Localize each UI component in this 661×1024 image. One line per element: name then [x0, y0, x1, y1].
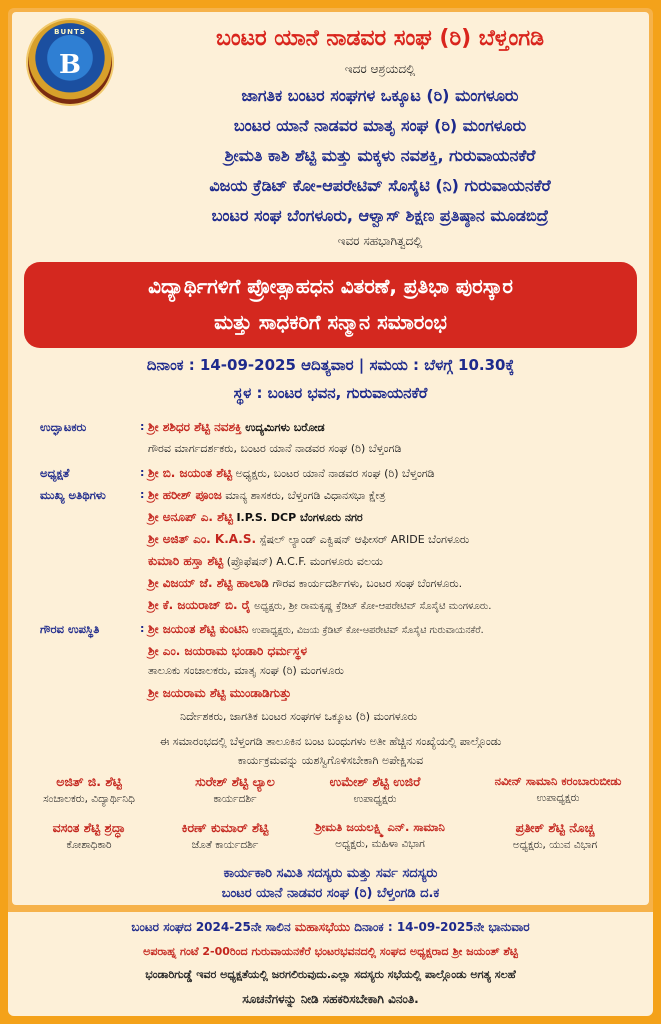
- chief-guest-desc: I.P.S. DCP ಬೆಂಗಳೂರು ನಗರ: [236, 511, 363, 524]
- agm-president: ಶ್ರೀ ಜಯಂತ್ ಶೆಟ್ಟಿ: [452, 945, 518, 958]
- agm-line-2: [8, 944, 653, 959]
- event-banner: [24, 262, 637, 348]
- chief-guest-name: ಶ್ರೀ ಹರೀಶ್ ಪೂಂಜ: [148, 488, 222, 502]
- member-name: ಅಜಿತ್ ಜಿ. ಶೆಟ್ಟಿ: [56, 774, 122, 789]
- member-name: ನವೀನ್ ಸಾಮಾನಿ ಕರಂಬಾರುಬೀಡು: [494, 774, 622, 788]
- agm-line-4: ಸೂಚನೆಗಳನ್ನು ನೀಡಿ ಸಹಕರಿಸಬೇಕಾಗಿ ವಿನಂತಿ.: [242, 992, 419, 1006]
- agm-line-3: ಭಂಡಾರಿಗುಡ್ಡೆ ಇವರ ಅಧ್ಯಕ್ಷತೆಯಲ್ಲಿ ಜರಗಲಿರುವುದು.ಎಲ್ಲಾ ಸದಸ್ಯರು ಸಭೆಯಲ್ಲಿ ಪಾಲ್ಗೊಂಡು ಅಗತ್ಯ ಸಲಹೆ: [145, 968, 516, 981]
- chief-guest-name: ಶ್ರೀ ಅನೂಪ್ ಎ. ಶೆಟ್ಟಿ: [148, 510, 233, 524]
- colon: :: [140, 420, 145, 433]
- chief-guest-row: [40, 554, 650, 574]
- chief-guest-desc: (ಪ್ರೊಫೆಷನ್) A.C.F. ಮಂಗಳೂರು ವಲಯ: [226, 555, 383, 568]
- honorary-desc: ಉಪಾಧ್ಯಕ್ಷರು, ವಿಜಯ ಕ್ರೆಡಿಟ್ ಕೋ-ಆಪರೇಟಿವ್ ಸೊಸೈಟಿ ಗುರುವಾಯನಕೆರೆ.: [251, 625, 484, 636]
- honorary-name: ಶ್ರೀ ಎಂ. ಜಯರಾಮ ಭಂಡಾರಿ ಧರ್ಮಸ್ಥಳ: [148, 644, 307, 658]
- agm-highlight: ಮಹಾಸಭೆಯು: [294, 920, 351, 934]
- org-line: ಬಂಟರ ಯಾನೆ ನಾಡವರ ಮಾತೃ ಸಂಘ (ರಿ) ಮಂಗಳೂರು: [233, 116, 527, 135]
- member-card: [160, 774, 310, 806]
- colon: :: [140, 466, 145, 479]
- main-title: ಬಂಟರ ಯಾನೆ ನಾಡವರ ಸಂಘ (ರಿ) ಬೆಳ್ತಂಗಡಿ: [215, 26, 545, 51]
- president-desc: ಅಧ್ಯಕ್ಷರು, ಬಂಟರ ಯಾನೆ ನಾಡವರ ಸಂಘ (ರಿ) ಬೆಳ್ತಂಗಡಿ: [235, 467, 435, 480]
- member-role: ಸಂಚಾಲಕರು, ವಿದ್ಯಾರ್ಥಿನಿಧಿ: [43, 793, 135, 805]
- org-line: ಶ್ರೀಮತಿ ಕಾಶಿ ಶೆಟ್ಟಿ ಮತ್ತು ಮಕ್ಕಳು ನವಶಕ್ತಿ, ಗುರುವಾಯನಕೆರೆ: [224, 146, 536, 165]
- member-role: ಕೋಶಾಧಿಕಾರಿ: [66, 839, 112, 851]
- member-card: [150, 820, 300, 852]
- inaugurator-name: ಶ್ರೀ ಶಶಿಧರ ಶೆಟ್ಟಿ ನವಶಕ್ತಿ: [148, 420, 242, 434]
- colon: :: [140, 488, 145, 501]
- org-line: ವಿಜಯ ಕ್ರೆಡಿಟ್ ಕೋ-ಆಪರೇಟಿವ್ ಸೊಸೈಟಿ (ನಿ) ಗುರುವಾಯನಕೆರೆ: [209, 176, 551, 195]
- member-name: ಪ್ರತೀಕ್ ಶೆಟ್ಟಿ ನೊಚ್ಚ: [515, 820, 595, 835]
- association-text: ಇವರ ಸಹಭಾಗಿತ್ವದಲ್ಲಿ: [337, 234, 423, 248]
- chief-guest-row: [40, 488, 650, 508]
- logo-letter: B: [59, 50, 81, 80]
- member-role: ಉಪಾಧ್ಯಕ್ಷರು: [353, 793, 397, 805]
- chief-guest-name: ಶ್ರೀ ವಿಜಯ್ ಜೆ. ಶೆಟ್ಟಿ ಹಾಲಾಡಿ: [148, 576, 269, 590]
- logo-text: BUNTS: [54, 28, 86, 36]
- invitation-note-2: ಕಾರ್ಯಕ್ರಮವನ್ನು ಯಶಸ್ವಿಗೊಳಿಸಬೇಕಾಗಿ ಅಪೇಕ್ಷಿಸುವ: [237, 754, 424, 767]
- chief-guest-row: [40, 510, 650, 530]
- honorary-name: ಶ್ರೀ ಜಯಂತ ಶೆಟ್ಟಿ ಕುಂಟಿನಿ: [148, 622, 249, 636]
- honorary-row: [40, 686, 650, 706]
- honorary-desc: ತಾಲೂಕು ಸಂಚಾಲಕರು, ಮಾತೃ ಸಂಘ (ರಿ) ಮಂಗಳೂರು: [148, 664, 344, 677]
- event-date: ದಿನಾಂಕ : 14-09-2025 ಆದಿತ್ಯವಾರ | ಸಮಯ : ಬೆಳಗ್ಗೆ 10.30ಕ್ಕೆ: [146, 356, 515, 374]
- honorary-name: ಶ್ರೀ ಜಯರಾಮ ಶೆಟ್ಟಿ ಮುಂಡಾಡಿಗುತ್ತು: [148, 686, 292, 700]
- footer-line-2: ಬಂಟರ ಯಾನೆ ನಾಡವರ ಸಂಘ (ರಿ) ಬೆಳ್ತಂಗಡಿ ದ.ಕ: [221, 886, 440, 901]
- honorary-row: [40, 644, 650, 664]
- member-role: ಅಧ್ಯಕ್ಷರು, ಯುವ ವಿಭಾಗ: [512, 839, 598, 851]
- inaugurator-row-2: [40, 442, 650, 462]
- event-venue: ಸ್ಥಳ : ಬಂಟರ ಭವನ, ಗುರುವಾಯನಕೆರೆ: [233, 384, 428, 402]
- chief-guest-name: ಶ್ರೀ ಅಜಿತ್ ಎಂ. K.A.S.: [148, 532, 257, 546]
- banner-line-2: ಮತ್ತು ಸಾಧಕರಿಗೆ ಸನ್ಮಾನ ಸಮಾರಂಭ: [214, 310, 447, 334]
- member-card: [14, 774, 164, 806]
- member-role: ಜೊತೆ ಕಾರ್ಯದರ್ಶಿ: [191, 839, 259, 851]
- chief-guest-name: ಶ್ರೀ ಕೆ. ಜಯರಾಜ್ ಬಿ. ರೈ: [148, 598, 251, 612]
- member-card: [300, 774, 450, 806]
- org-line: ಬಂಟರ ಸಂಘ ಬೆಂಗಳೂರು, ಆಳ್ವಾಸ್ ಶಿಕ್ಷಣ ಪ್ರತಿಷ್ಠಾನ ಮೂಡಬಿದ್ರೆ: [211, 206, 549, 225]
- agm-date: ದಿನಾಂಕ : 14-09-2025ನೇ ಭಾನುವಾರ: [354, 920, 530, 934]
- inaugurator-label: ಉದ್ಘಾಟಕರು: [40, 420, 87, 434]
- banner-line-1: ವಿದ್ಯಾರ್ಥಿಗಳಿಗೆ ಪ್ರೋತ್ಸಾಹಧನ ವಿತರಣೆ, ಪ್ರತಿಭಾ ಪುರಸ್ಕಾರ: [148, 274, 513, 298]
- chief-guest-row: [40, 576, 650, 596]
- chief-guest-row: [40, 532, 650, 552]
- member-role: ಅಧ್ಯಕ್ಷರು, ಮಹಿಳಾ ವಿಭಾಗ: [335, 838, 425, 850]
- agm-line-1: [8, 920, 653, 935]
- member-card: [468, 774, 648, 805]
- member-name: ಕಿರಣ್ ಕುಮಾರ್ ಶೆಟ್ಟಿ: [181, 820, 269, 835]
- subtitle: ಇದರ ಆಶ್ರಯದಲ್ಲಿ: [344, 62, 416, 76]
- president-label: ಅಧ್ಯಕ್ಷತೆ: [40, 466, 70, 480]
- inaugurator-row: [40, 420, 650, 440]
- chief-guests-label: ಮುಖ್ಯ ಅತಿಥಿಗಳು: [40, 488, 106, 502]
- member-name: ಸುರೇಶ್ ಶೆಟ್ಟಿ ಲ್ಯಾಲ: [195, 774, 275, 789]
- footer-line-1: ಕಾರ್ಯಕಾರಿ ಸಮಿತಿ ಸದಸ್ಯರು ಮತ್ತು ಸರ್ವ ಸದಸ್ಯರು: [223, 866, 438, 881]
- member-card: [290, 820, 470, 851]
- invitation-note: ಈ ಸಮಾರಂಭದಲ್ಲಿ ಬೆಳ್ತಂಗಡಿ ತಾಲೂಕಿನ ಬಂಟ ಬಂಧುಗಳು ಅತೀ ಹೆಚ್ಚಿನ ಸಂಖ್ಯೆಯಲ್ಲಿ ಪಾಲ್ಗೊಂಡು: [159, 735, 502, 748]
- inaugurator-desc: ಉದ್ಯಮಿಗಳು ಬರೋಡ: [245, 421, 325, 434]
- chief-guest-row: [40, 598, 650, 618]
- chief-guest-desc: ಗೌರವ ಕಾರ್ಯದರ್ಶಿಗಳು, ಬಂಟರ ಸಂಘ ಬೆಂಗಳೂರು.: [272, 577, 463, 590]
- org-line: ಜಾಗತಿಕ ಬಂಟರ ಸಂಘಗಳ ಒಕ್ಕೂಟ (ರಿ) ಮಂಗಳೂರು: [241, 86, 519, 105]
- chief-guest-desc: ಸ್ಪೆಷಲ್ ಲ್ಯಾಂಡ್ ಎಕ್ವಿಷನ್ ಆಫೀಸರ್ ARIDE ಬೆಂಗಳೂರು: [259, 533, 470, 546]
- agm-text: ಬಂಟರ ಸಂಘದ 2024-25ನೇ ಸಾಲಿನ: [131, 920, 291, 934]
- honorary-row: [40, 664, 650, 684]
- member-name: ವಸಂತ ಶೆಟ್ಟಿ ಶ್ರದ್ಧಾ: [52, 820, 126, 835]
- member-card: [14, 820, 164, 852]
- member-role: ಕಾರ್ಯದರ್ಶಿ: [213, 793, 257, 805]
- chief-guest-desc: ಮಾನ್ಯ ಶಾಸಕರು, ಬೆಳ್ತಂಗಡಿ ವಿಧಾನಸಭಾ ಕ್ಷೇತ್ರ: [225, 489, 386, 502]
- inaugurator-desc-2: ಗೌರವ ಮಾರ್ಗದರ್ಶಕರು, ಬಂಟರ ಯಾನೆ ನಾಡವರ ಸಂಘ (ರಿ) ಬೆಳ್ತಂಗಡಿ: [148, 442, 402, 455]
- bunts-logo: [26, 18, 114, 106]
- colon: :: [140, 622, 145, 635]
- member-name: ಉಮೇಶ್ ಶೆಟ್ಟಿ ಉಜಿರೆ: [329, 774, 421, 789]
- agm-notice: [8, 912, 653, 1016]
- honorary-label: ಗೌರವ ಉಪಸ್ಥಿತಿ: [40, 622, 100, 636]
- president-row: [40, 466, 650, 486]
- honorary-row: [40, 622, 650, 642]
- agm-text: ಅಪರಾಹ್ನ ಗಂಟೆ 2-00ರಿಂದ ಗುರುವಾಯನಕೆರೆ ಭಂಟರಭವನದಲ್ಲಿ ಸಂಘದ ಅಧ್ಯಕ್ಷರಾದ: [143, 945, 449, 958]
- honorary-row: [40, 710, 650, 730]
- honorary-desc: ನಿರ್ದೇಶಕರು, ಜಾಗತಿಕ ಬಂಟರ ಸಂಘಗಳ ಒಕ್ಕೂಟ (ರಿ) ಮಂಗಳೂರು: [180, 710, 418, 723]
- member-role: ಉಪಾಧ್ಯಕ್ಷರು: [536, 792, 580, 804]
- member-name: ಶ್ರೀಮತಿ ಜಯಲಕ್ಷ್ಮಿ ಎನ್. ಸಾಮಾನಿ: [315, 820, 445, 834]
- president-name: ಶ್ರೀ ಬಿ. ಜಯಂತ ಶೆಟ್ಟಿ: [148, 466, 233, 480]
- chief-guest-name: ಕುಮಾರಿ ಹಸ್ತಾ ಶೆಟ್ಟಿ: [148, 554, 224, 568]
- member-card: [480, 820, 630, 852]
- chief-guest-desc: ಅಧ್ಯಕ್ಷರು, ಶ್ರೀ ರಾಮಕೃಷ್ಣ ಕ್ರೆಡಿಟ್ ಕೋ-ಆಪರೇಟಿವ್ ಸೊಸೈಟಿ ಮಂಗಳೂರು.: [254, 601, 492, 612]
